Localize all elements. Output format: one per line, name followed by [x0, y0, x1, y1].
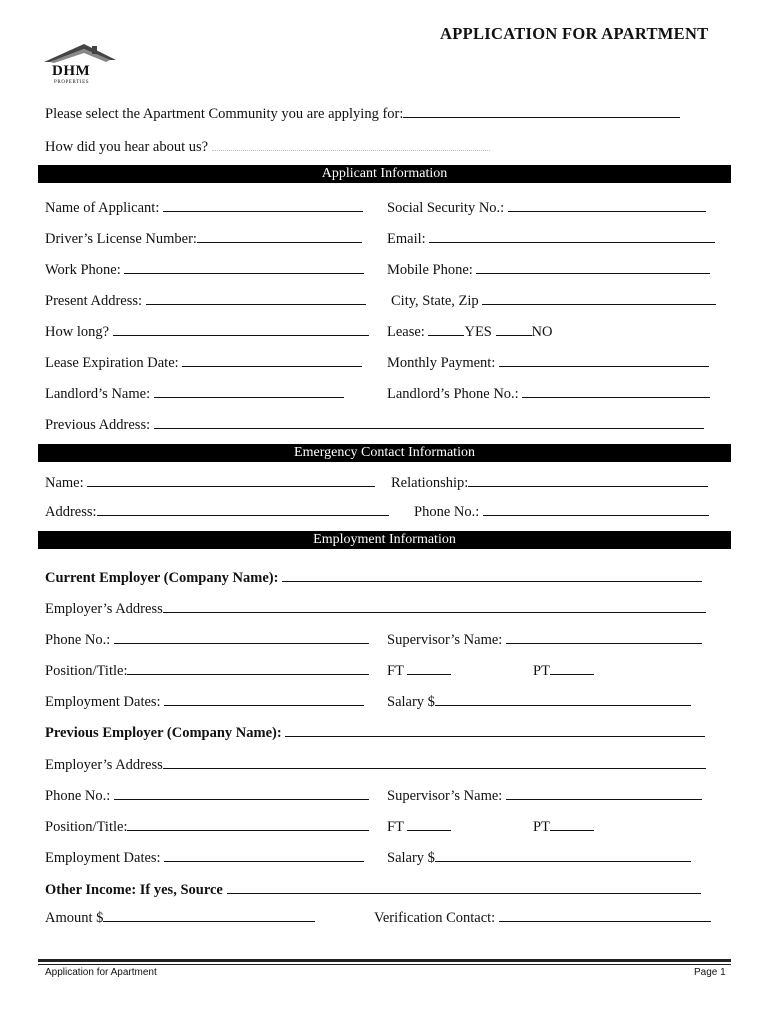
license-field[interactable] — [197, 229, 362, 243]
previous-pt-label: PT — [533, 819, 550, 835]
relationship-field[interactable] — [468, 473, 708, 487]
community-label: Please select the Apartment Community you are applying for: — [45, 106, 404, 122]
heard-label: How did you hear about us? — [45, 139, 209, 155]
amount-label: Amount $ — [45, 910, 104, 926]
lease-expiration-label: Lease Expiration Date: — [45, 355, 179, 371]
how-long-label: How long? — [45, 324, 110, 340]
emergency-name-label: Name: — [45, 475, 84, 491]
email-field[interactable] — [429, 229, 715, 243]
lease-yes-label: YES — [464, 324, 492, 340]
landlord-phone-label: Landlord’s Phone No.: — [387, 386, 519, 402]
lease-expiration-field[interactable] — [182, 353, 362, 367]
present-address-field[interactable] — [146, 291, 366, 305]
section-applicant-header: Applicant Information — [38, 165, 731, 183]
emergency-address-label: Address: — [45, 504, 97, 520]
other-income-field[interactable] — [227, 880, 701, 894]
heard-field[interactable] — [212, 137, 490, 151]
landlord-name-label: Landlord’s Name: — [45, 386, 151, 402]
email-label: Email: — [387, 231, 426, 247]
previous-phone-label: Phone No.: — [45, 788, 111, 804]
previous-address-label: Previous Address: — [45, 417, 151, 433]
mobile-phone-field[interactable] — [476, 260, 710, 274]
amount-field[interactable] — [103, 908, 315, 922]
current-pt-label: PT — [533, 663, 550, 679]
landlord-name-field[interactable] — [154, 384, 344, 398]
previous-address-field[interactable] — [154, 415, 704, 429]
previous-dates-label: Employment Dates: — [45, 850, 161, 866]
previous-employer-label: Previous Employer (Company Name): — [45, 725, 282, 741]
current-supervisor-field[interactable] — [506, 630, 702, 644]
lease-no-label: NO — [531, 324, 553, 340]
emergency-name-field[interactable] — [87, 473, 375, 487]
form-title: APPLICATION FOR APARTMENT — [440, 24, 709, 43]
city-state-zip-field[interactable] — [482, 291, 716, 305]
current-phone-field[interactable] — [114, 630, 369, 644]
current-employer-label: Current Employer (Company Name): — [45, 570, 279, 586]
landlord-phone-field[interactable] — [522, 384, 710, 398]
section-employment-header: Employment Information — [38, 531, 731, 549]
previous-employer-address-label: Employer’s Address — [45, 757, 163, 773]
previous-pt-field[interactable] — [550, 817, 594, 831]
lease-yes-field[interactable] — [428, 322, 464, 336]
current-employer-address-field[interactable] — [163, 599, 706, 613]
current-employer-address-label: Employer’s Address — [45, 601, 163, 617]
lease-no-field[interactable] — [496, 322, 532, 336]
previous-position-label: Position/Title: — [45, 819, 128, 835]
how-long-field[interactable] — [113, 322, 369, 336]
present-address-label: Present Address: — [45, 293, 143, 309]
monthly-payment-label: Monthly Payment: — [387, 355, 496, 371]
previous-employer-address-field[interactable] — [163, 755, 706, 769]
applicant-name-field[interactable] — [163, 198, 363, 212]
current-phone-label: Phone No.: — [45, 632, 111, 648]
mobile-phone-label: Mobile Phone: — [387, 262, 473, 278]
current-ft-label: FT — [387, 663, 404, 679]
current-salary-field[interactable] — [435, 692, 691, 706]
section-emergency-header: Emergency Contact Information — [38, 444, 731, 462]
current-ft-field[interactable] — [407, 661, 451, 675]
emergency-address-field[interactable] — [97, 502, 389, 516]
footer-rule — [38, 959, 731, 962]
relationship-label: Relationship: — [391, 475, 469, 491]
ssn-field[interactable] — [508, 198, 706, 212]
other-income-label: Other Income: If yes, Source — [45, 882, 223, 898]
work-phone-field[interactable] — [124, 260, 364, 274]
current-dates-field[interactable] — [164, 692, 364, 706]
previous-supervisor-label: Supervisor’s Name: — [387, 788, 503, 804]
emergency-phone-label: Phone No.: — [414, 504, 480, 520]
current-pt-field[interactable] — [550, 661, 594, 675]
current-position-field[interactable] — [127, 661, 369, 675]
previous-phone-field[interactable] — [114, 786, 369, 800]
ssn-label: Social Security No.: — [387, 200, 505, 216]
previous-salary-label: Salary $ — [387, 850, 435, 866]
city-state-zip-label: City, State, Zip — [391, 293, 479, 309]
current-supervisor-label: Supervisor’s Name: — [387, 632, 503, 648]
previous-employer-field[interactable] — [285, 723, 705, 737]
work-phone-label: Work Phone: — [45, 262, 121, 278]
previous-ft-field[interactable] — [407, 817, 451, 831]
lease-label: Lease: — [387, 324, 425, 340]
community-field[interactable] — [403, 104, 680, 118]
current-salary-label: Salary $ — [387, 694, 435, 710]
verification-contact-field[interactable] — [499, 908, 711, 922]
verification-contact-label: Verification Contact: — [374, 910, 496, 926]
emergency-phone-field[interactable] — [483, 502, 709, 516]
previous-ft-label: FT — [387, 819, 404, 835]
license-label: Driver’s License Number: — [45, 231, 197, 247]
current-position-label: Position/Title: — [45, 663, 128, 679]
footer-page-number: Page 1 — [694, 967, 726, 978]
footer-document-name: Application for Apartment — [45, 967, 157, 978]
previous-dates-field[interactable] — [164, 848, 364, 862]
logo-subtext: PROPERTIES — [54, 80, 90, 85]
previous-position-field[interactable] — [127, 817, 369, 831]
applicant-name-label: Name of Applicant: — [45, 200, 160, 216]
logo-text: DHM — [52, 63, 91, 79]
previous-salary-field[interactable] — [435, 848, 691, 862]
current-employer-field[interactable] — [282, 568, 702, 582]
footer-rule-thin — [38, 964, 731, 965]
current-dates-label: Employment Dates: — [45, 694, 161, 710]
monthly-payment-field[interactable] — [499, 353, 709, 367]
previous-supervisor-field[interactable] — [506, 786, 702, 800]
